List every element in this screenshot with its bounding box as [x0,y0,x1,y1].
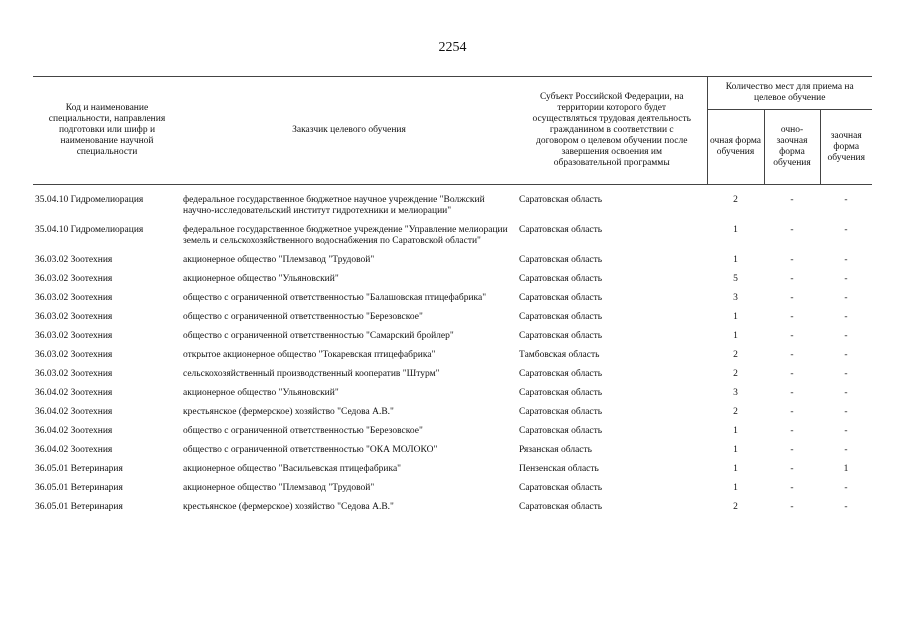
table-row [33,185,872,222]
cell-part-time: - [790,331,794,341]
cell-part-time: - [790,312,794,322]
cell-customer: общество с ограниченной ответственностью "ОКА МОЛОКО" [183,445,438,455]
header-full-time: очная форма обучения [707,110,764,185]
cell-full-time: 1 [733,255,738,265]
cell-part-time: - [790,369,794,379]
cell-customer: открытое акционерное общество "Токаревская птицефабрика" [183,350,436,360]
cell-distance: - [844,369,848,379]
table-row [33,270,872,289]
header-region: Субъект Российской Федерации, на территории которого будет осуществляться трудовая деятельность гражданином в соответствии с договором о целевом обучении после завершения освоения им образовательной программы [517,77,707,185]
table-body [33,185,872,518]
cell-distance: - [844,331,848,341]
cell-distance: - [844,426,848,436]
table-header [33,77,872,185]
cell-code: 36.05.01 Ветеринария [35,464,123,474]
cell-part-time: - [790,407,794,417]
cell-customer: акционерное общество "Племзавод "Трудовой" [183,255,375,265]
cell-code: 36.05.01 Ветеринария [35,502,123,512]
cell-part-time: - [790,464,794,474]
cell-distance: 1 [843,464,849,474]
cell-part-time: - [790,293,794,303]
table-row [33,403,872,422]
cell-customer: федеральное государственное бюджетное учреждение "Управление мелиорации земель и сельскохозяйственного водоснабжения по Саратовской области" [183,225,508,246]
target-training-table [33,76,872,517]
cell-part-time: - [790,388,794,398]
cell-region: Саратовская область [519,195,603,205]
cell-region: Саратовская область [519,388,603,398]
cell-full-time: 1 [733,331,738,341]
cell-customer: общество с ограниченной ответственностью "Березовское" [183,426,423,436]
table-row [33,498,872,517]
cell-region: Саратовская область [519,312,603,322]
table-row [33,308,872,327]
cell-full-time: 2 [733,407,738,417]
cell-full-time: 3 [733,293,738,303]
cell-customer: общество с ограниченной ответственностью "Березовское" [183,312,423,322]
cell-region: Рязанская область [519,445,592,455]
cell-part-time: - [790,195,794,205]
cell-customer: акционерное общество "Ульяновский" [183,274,339,284]
cell-full-time: 1 [733,225,738,235]
table-row [33,327,872,346]
cell-code: 36.03.02 Зоотехния [35,312,113,322]
table-row [33,289,872,308]
cell-code: 36.04.02 Зоотехния [35,445,113,455]
cell-region: Саратовская область [519,483,603,493]
cell-customer: федеральное государственное бюджетное научное учреждение "Волжский научно-исследовательский институт гидротехники и мелиорации" [183,195,485,216]
cell-region: Тамбовская область [519,350,600,360]
cell-customer: акционерное общество "Племзавод "Трудовой" [183,483,375,493]
cell-distance: - [844,195,848,205]
cell-customer: акционерное общество "Ульяновский" [183,388,339,398]
cell-customer: крестьянское (фермерское) хозяйство "Седова А.В." [183,407,394,417]
cell-region: Саратовская область [519,369,603,379]
table-row [33,251,872,270]
cell-distance: - [844,274,848,284]
table-row [33,346,872,365]
cell-full-time: 2 [733,369,738,379]
header-distance: заочная форма обучения [820,110,872,185]
header-places: Количество мест для приема на целевое обучение [707,77,872,110]
cell-code: 36.03.02 Зоотехния [35,293,113,303]
cell-code: 36.03.02 Зоотехния [35,369,113,379]
cell-code: 36.05.01 Ветеринария [35,483,123,493]
page-number: 2254 [438,40,467,55]
cell-full-time: 1 [733,312,738,322]
cell-distance: - [844,312,848,322]
table-row [33,365,872,384]
cell-full-time: 2 [733,350,738,360]
cell-distance: - [844,388,848,398]
cell-code: 36.04.02 Зоотехния [35,407,113,417]
cell-customer: общество с ограниченной ответственностью "Самарский бройлер" [183,331,454,341]
cell-full-time: 3 [733,388,738,398]
cell-distance: - [844,502,848,512]
cell-part-time: - [790,350,794,360]
cell-full-time: 1 [733,483,738,493]
table-row [33,441,872,460]
cell-distance: - [844,483,848,493]
cell-distance: - [844,255,848,265]
cell-full-time: 1 [733,445,738,455]
cell-part-time: - [790,502,794,512]
cell-part-time: - [790,445,794,455]
cell-distance: - [844,407,848,417]
cell-full-time: 1 [733,464,738,474]
cell-full-time: 2 [733,502,738,512]
cell-distance: - [844,293,848,303]
cell-region: Саратовская область [519,331,603,341]
cell-region: Саратовская область [519,293,603,303]
cell-part-time: - [790,426,794,436]
header-part-time: очно-заочная форма обучения [764,110,820,185]
cell-distance: - [844,445,848,455]
table-row [33,422,872,441]
table-row [33,221,872,251]
cell-distance: - [844,350,848,360]
cell-region: Пензенская область [519,464,599,474]
table-row [33,460,872,479]
cell-region: Саратовская область [519,502,603,512]
table-row [33,384,872,403]
cell-full-time: 1 [733,426,738,436]
cell-code: 36.04.02 Зоотехния [35,388,113,398]
cell-code: 36.03.02 Зоотехния [35,350,113,360]
cell-customer: сельскохозяйственный производственный кооператив "Штурм" [183,369,440,379]
cell-full-time: 2 [733,195,738,205]
cell-code: 36.04.02 Зоотехния [35,426,113,436]
table-row [33,479,872,498]
cell-distance: - [844,225,848,235]
cell-customer: общество с ограниченной ответственностью "Балашовская птицефабрика" [183,293,487,303]
cell-part-time: - [790,255,794,265]
cell-region: Саратовская область [519,255,603,265]
cell-code: 35.04.10 Гидромелиорация [35,225,144,235]
cell-code: 36.03.02 Зоотехния [35,274,113,284]
cell-code: 36.03.02 Зоотехния [35,255,113,265]
cell-part-time: - [790,225,794,235]
header-code: Код и наименование специальности, направления подготовки или шифр и наименование научной специальности [33,77,181,185]
cell-region: Саратовская область [519,274,603,284]
cell-region: Саратовская область [519,225,603,235]
cell-region: Саратовская область [519,426,603,436]
header-customer: Заказчик целевого обучения [181,77,517,185]
cell-code: 35.04.10 Гидромелиорация [35,195,144,205]
cell-region: Саратовская область [519,407,603,417]
cell-full-time: 5 [733,274,738,284]
cell-part-time: - [790,274,794,284]
cell-code: 36.03.02 Зоотехния [35,331,113,341]
cell-customer: крестьянское (фермерское) хозяйство "Седова А.В." [183,502,394,512]
cell-part-time: - [790,483,794,493]
cell-customer: акционерное общество "Васильевская птицефабрика" [183,464,402,474]
